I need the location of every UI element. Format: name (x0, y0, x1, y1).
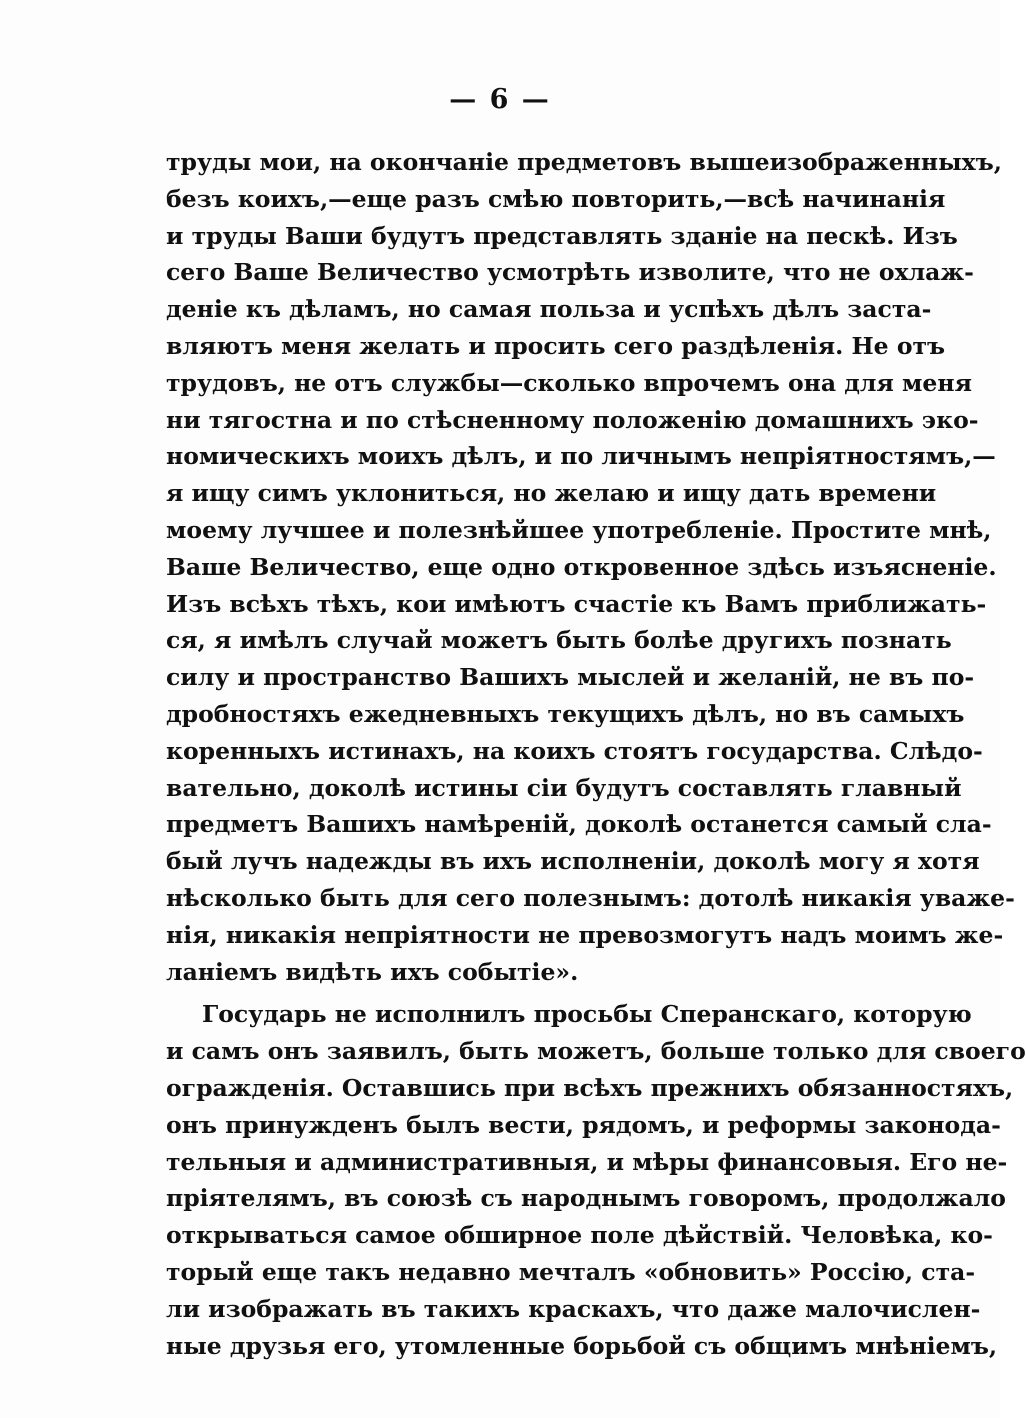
text-line: торый еще такъ недавно мечталъ «обновить» Россію, ста- (166, 1257, 976, 1286)
text-line: ни тягостна и по стѣсненному положенію домашнихъ эко- (166, 405, 979, 434)
text-line: я ищу симъ уклониться, но желаю и ищу дать времени (166, 479, 937, 508)
text-line: ные друзья его, утомленные борьбой съ общимъ мнѣніемъ, (166, 1331, 998, 1360)
text-line: пріятелямъ, въ союзѣ съ народнымъ говоромъ, продолжало (166, 1184, 1006, 1213)
text-line: и труды Ваши будутъ представлять зданіе на пескѣ. Изъ (166, 221, 958, 250)
text-line: ланіемъ видѣть ихъ событіе». (166, 957, 579, 986)
text-line: тельныя и административныя, и мѣры финансовыя. Его не- (166, 1147, 1008, 1176)
text-line: ли изображать въ такихъ краскахъ, что даже малочислен- (166, 1294, 981, 1323)
text-line: бый лучъ надежды въ ихъ исполненіи, доколѣ могу я хотя (166, 847, 980, 876)
text-line: ся, я имѣлъ случай можетъ быть болѣе другихъ познать (166, 626, 952, 655)
text-line: и самъ онъ заявилъ, быть можетъ, больше только для своего (166, 1037, 1026, 1066)
text-line: открываться самое обширное поле дѣйствій. Человѣка, ко- (166, 1221, 993, 1250)
text-line: Ваше Величество, еще одно откровенное здѣсь изъясненіе. (166, 552, 997, 581)
text-line: номическихъ моихъ дѣлъ, и по личнымъ непріятностямъ,— (166, 442, 996, 471)
text-line: сего Ваше Величество усмотрѣть изволите, что не охлаж- (166, 258, 974, 287)
text-body (166, 144, 1026, 1364)
text-line: онъ принужденъ былъ вести, рядомъ, и реформы законода- (166, 1110, 1001, 1139)
text-line: вляютъ меня желать и просить сего раздѣленія. Не отъ (166, 331, 946, 360)
text-line: дробностяхъ ежедневныхъ текущихъ дѣлъ, но въ самыхъ (166, 699, 965, 728)
paragraph-2 (166, 996, 1026, 1364)
text-line: Государь не исполнилъ просьбы Сперанскаго, которую (202, 1000, 972, 1029)
text-line: нѣсколько быть для сего полезнымъ: дотолѣ никакія уваже- (166, 883, 1015, 912)
text-line: предметъ Вашихъ намѣреній, доколѣ останется самый сла- (166, 810, 992, 839)
text-line: трудовъ, не отъ службы—сколько впрочемъ она для меня (166, 368, 972, 397)
text-line: моему лучшее и полезнѣйшее употребленіе. Простите мнѣ, (166, 515, 992, 544)
text-line: коренныхъ истинахъ, на коихъ стоятъ государства. Слѣдо- (166, 736, 983, 765)
page-number: — 6 — (449, 84, 551, 115)
paragraph-1 (166, 144, 1015, 990)
text-line: силу и пространство Вашихъ мыслей и желаній, не въ по- (166, 663, 975, 692)
text-line: труды мои, на окончаніе предметовъ вышеизображенныхъ, (166, 148, 1002, 176)
text-line: Изъ всѣхъ тѣхъ, кои имѣютъ счастіе къ Вамъ приближать- (166, 589, 987, 618)
text-line: вательно, доколѣ истины сіи будутъ составлять главный (166, 773, 962, 802)
text-line: деніе къ дѣламъ, но самая польза и успѣхъ дѣлъ заста- (166, 295, 932, 324)
text-line: безъ коихъ,—еще разъ смѣю повторить,—всѣ начинанія (166, 184, 946, 213)
text-line: нія, никакія непріятности не превозмогутъ надъ моимъ же- (166, 920, 1004, 949)
text-line: огражденія. Оставшись при всѣхъ прежнихъ обязанностяхъ, (166, 1073, 1014, 1102)
